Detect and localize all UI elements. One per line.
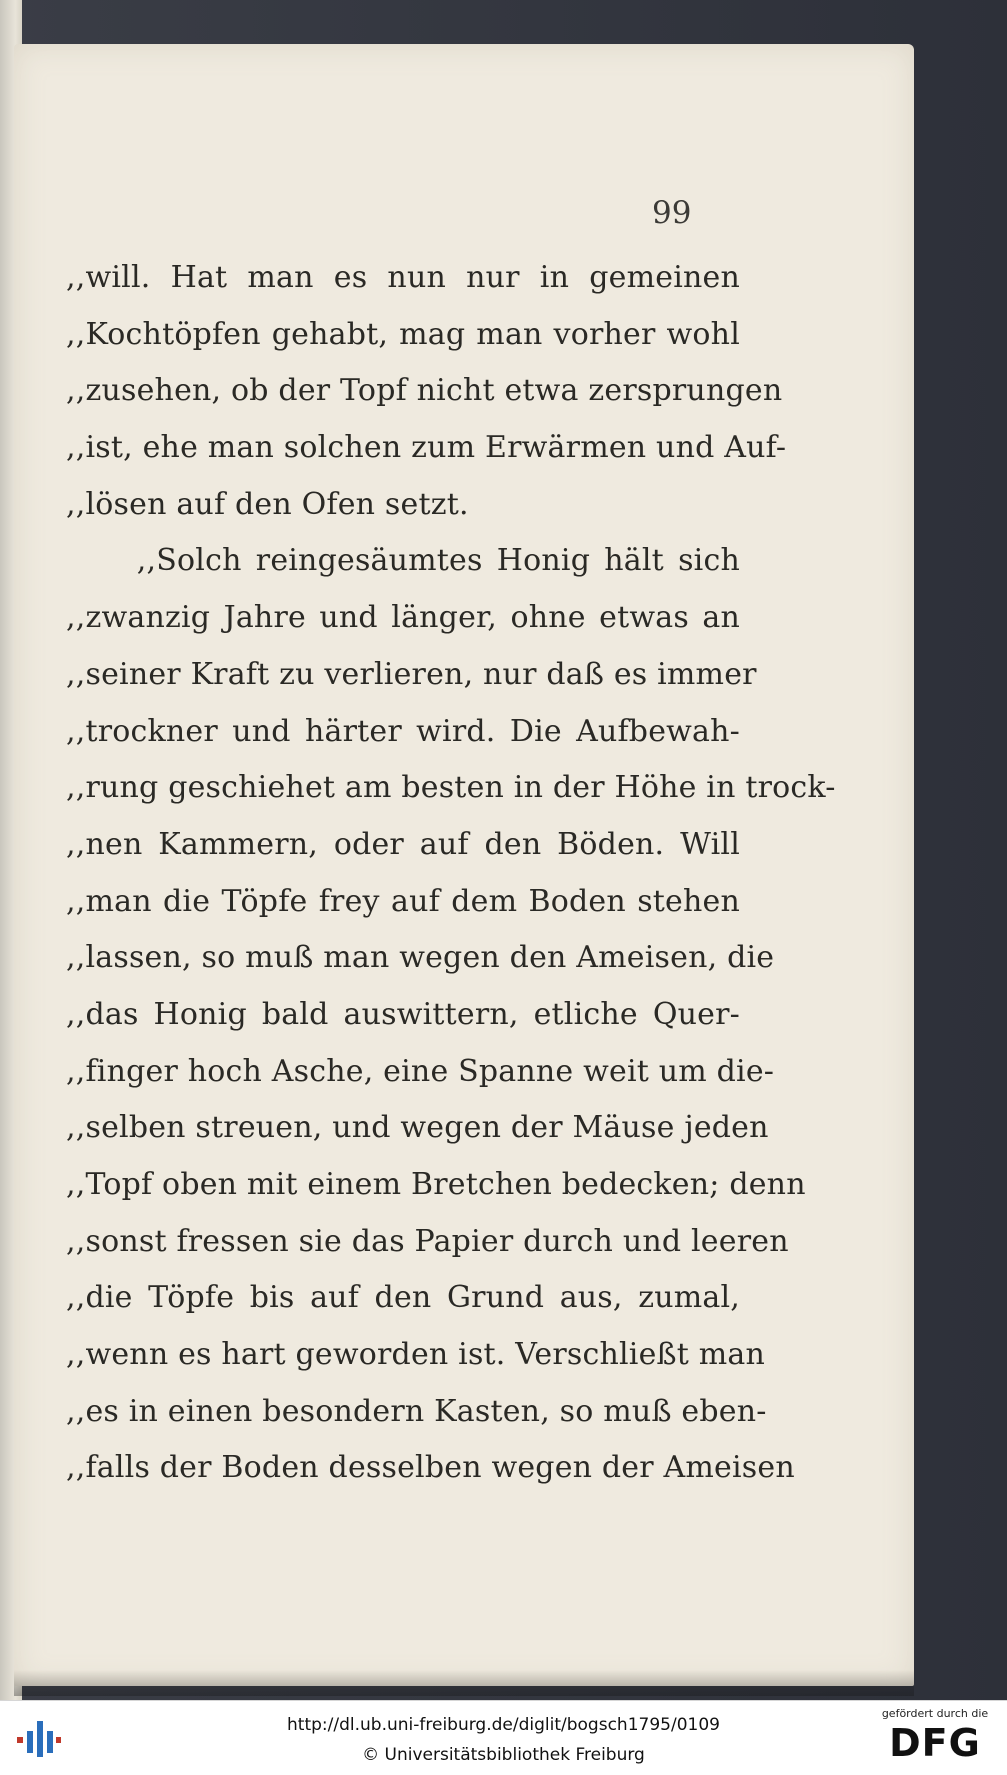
- text-line: ,,Solch reingesäumtes Honig hält sich: [66, 543, 740, 579]
- text-line: ,,will. Hat man es nun nur in gemeinen: [66, 260, 740, 295]
- text-line: ,,seiner Kraft zu verlieren, nur daß es immer: [66, 656, 757, 692]
- text-line: ,,falls der Boden desselben wegen der Ameisen: [66, 1450, 795, 1486]
- text-line: ,,finger hoch Asche, eine Spanne weit um die-: [66, 1053, 775, 1089]
- text-line: ,,es in einen besondern Kasten, so muß eben-: [66, 1393, 767, 1429]
- text-line: ,,nen Kammern, oder auf den Böden. Will: [66, 826, 740, 862]
- text-line: ,,Topf oben mit einem Bretchen bedecken; denn: [66, 1167, 806, 1202]
- dfg-funding-badge: [875, 1707, 995, 1769]
- text-line: ,,sonst fressen sie das Papier durch und leeren: [66, 1223, 789, 1259]
- text-line: ,,das Honig bald auswittern, etliche Quer-: [66, 996, 740, 1032]
- text-line: ,,zwanzig Jahre und länger, ohne etwas an: [66, 600, 740, 636]
- text-line: ,,zusehen, ob der Topf nicht etwa zersprungen: [66, 373, 783, 409]
- text-line: ,,rung geschiehet am besten in der Höhe in trock-: [66, 770, 836, 806]
- text-line: ,,trockner und härter wird. Die Aufbewah-: [66, 713, 740, 749]
- dfg-logo: DFG: [889, 1721, 981, 1765]
- text-line: ,,lassen, so muß man wegen den Ameisen, die: [66, 940, 775, 976]
- text-line: ,,selben streuen, und wegen der Mäuse jeden: [66, 1110, 769, 1146]
- text-line: ,,die Töpfe bis auf den Grund aus, zumal,: [66, 1280, 740, 1316]
- text-line: ,,man die Töpfe frey auf dem Boden stehen: [66, 883, 740, 919]
- text-line: ,,Kochtöpfen gehabt, mag man vorher wohl: [66, 316, 740, 352]
- page-text: [66, 250, 836, 1497]
- text-line: ,,wenn es hart geworden ist. Verschließt man: [66, 1337, 766, 1373]
- text-line: ,,lösen auf den Ofen setzt.: [66, 486, 469, 522]
- permalink-url[interactable]: http://dl.ub.uni-freiburg.de/diglit/bogsch1795/0109: [287, 1715, 720, 1735]
- page-bottom-shadow: [14, 1670, 914, 1696]
- viewer-footer: [0, 1700, 1007, 1775]
- dfg-tagline: gefördert durch die: [881, 1707, 989, 1720]
- copyright-notice: © Universitätsbibliothek Freiburg: [362, 1745, 645, 1765]
- text-line: ,,ist, ehe man solchen zum Erwärmen und Auf-: [66, 430, 787, 466]
- page-number: 99: [652, 195, 692, 231]
